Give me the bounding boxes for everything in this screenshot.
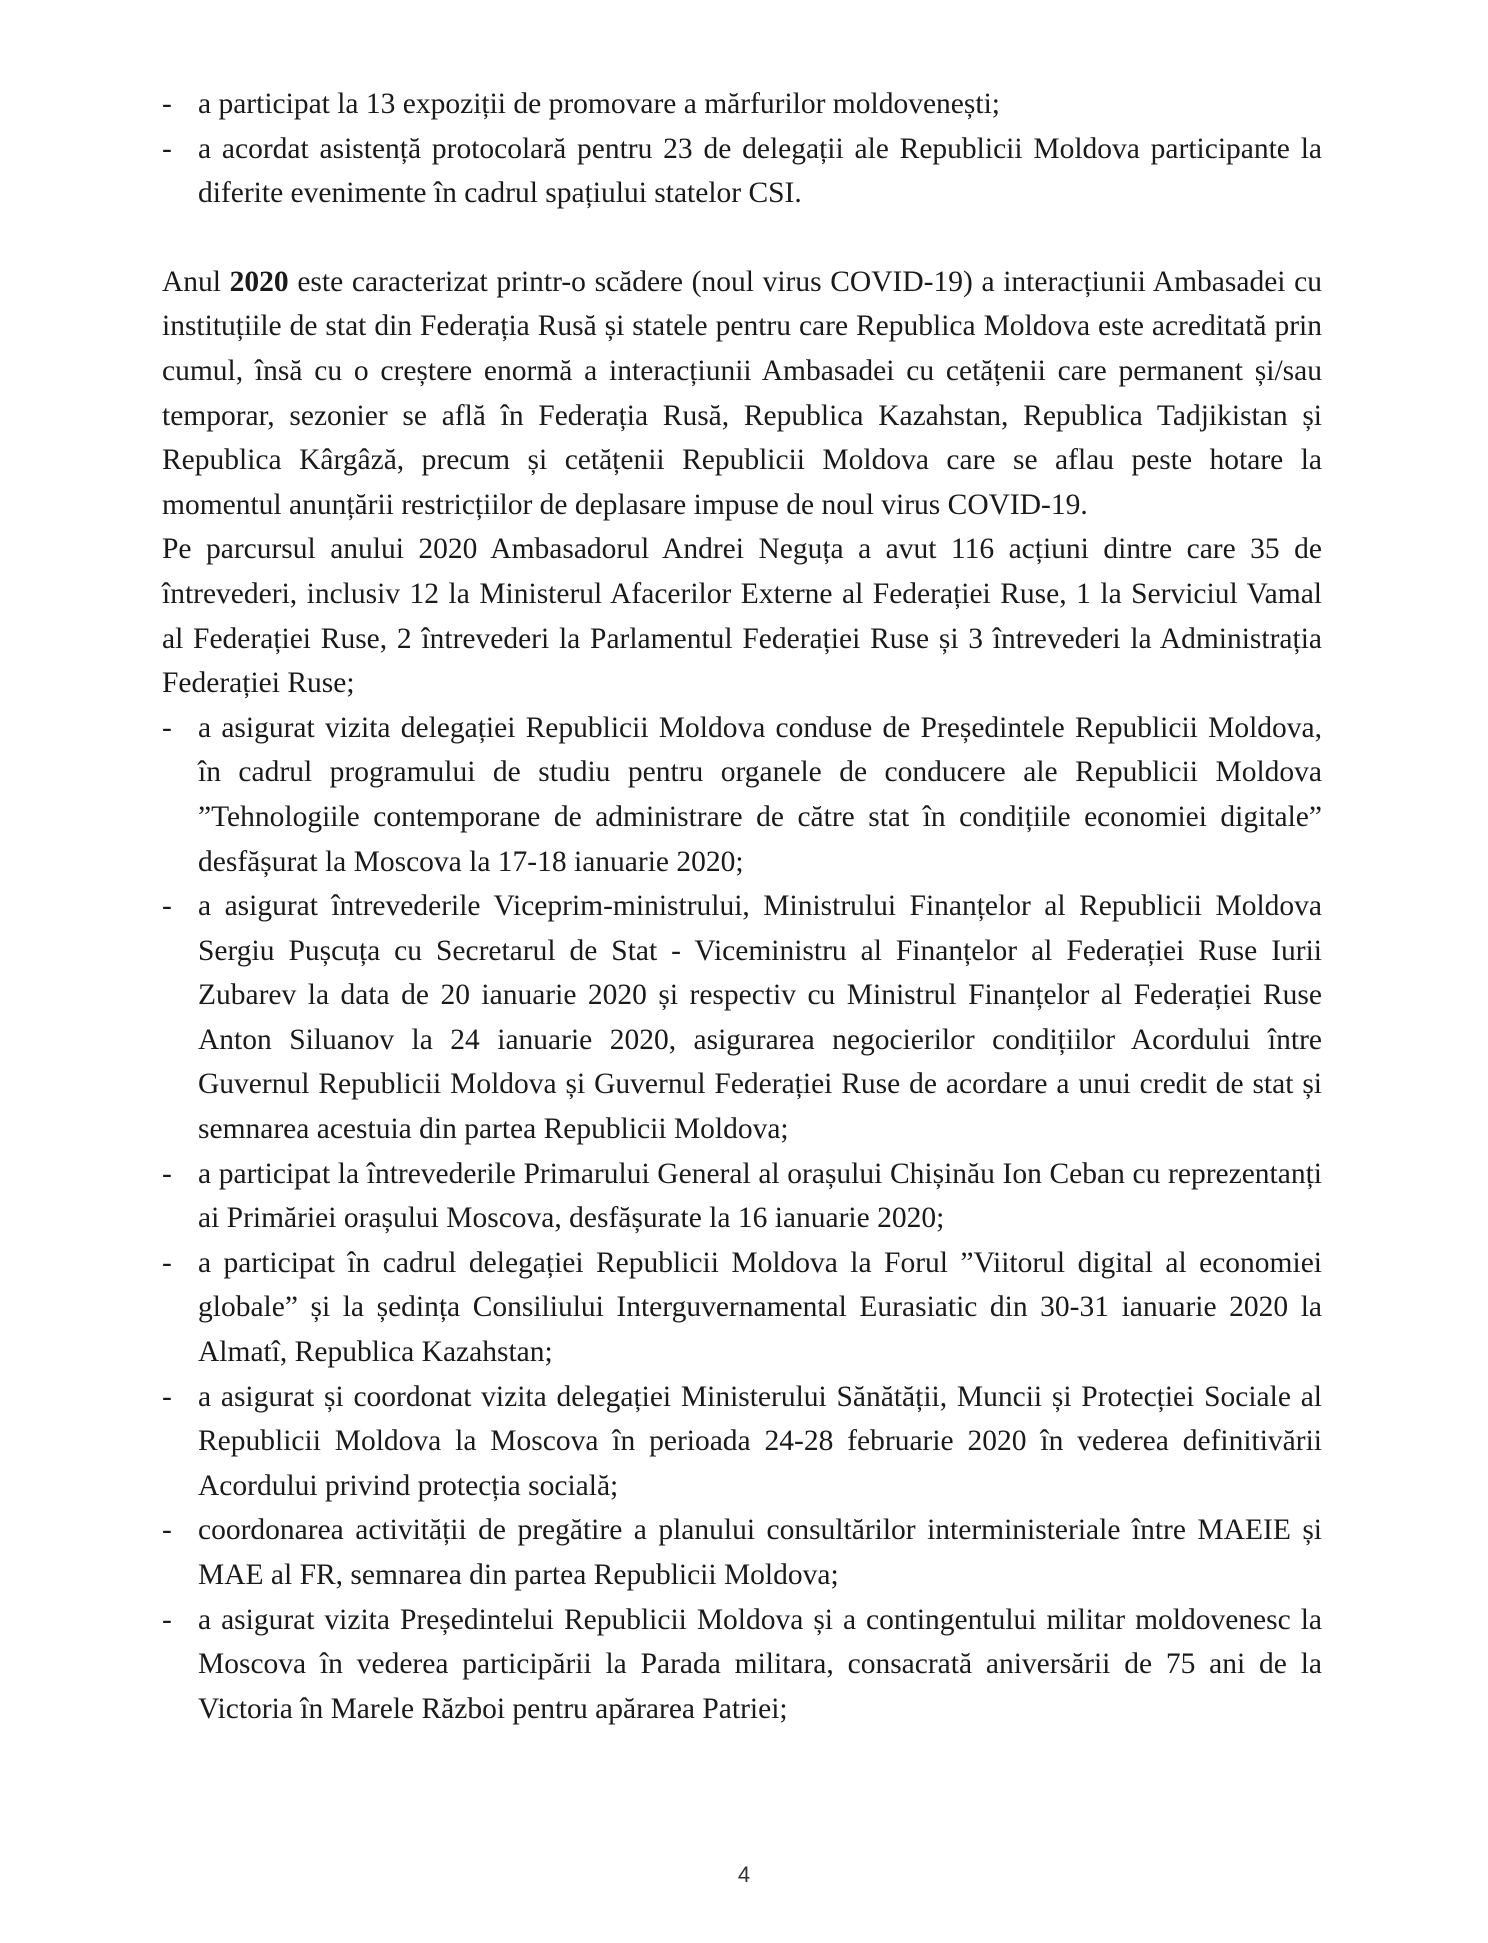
list-item xyxy=(162,884,1322,1152)
intro-year: 2020 xyxy=(229,265,289,298)
list-item-text: a asigurat vizita delegației Republicii Moldova conduse de Președintele Republicii Moldova, în cadrul programului de studiu pentru organele de conducere ale Republicii Moldova ”Tehnologiile contemporane de administrare de către stat în condițiile economiei digitale” desfășurat la Moscova la 17-18 ianuarie 2020; xyxy=(198,711,1322,878)
list-item-text: a asigurat întrevederile Viceprim-ministrului, Ministrului Finanțelor al Republicii Moldova Sergiu Pușcuța cu Secretarul de Stat - Viceministru al Finanțelor al Federației Ruse Iurii Zubarev la data de 20 ianuarie 2020 și respectiv cu Ministrul Finanțelor al Federației Ruse Anton Siluanov la 24 ianuarie 2020, asigurarea negocierilor condițiilor Acordului între Guvernul Republicii Moldova și Guvernul Federației Ruse de acordare a unui credit de stat și semnarea acestuia din partea Republicii Moldova; xyxy=(198,890,1322,1146)
intro-text: este caracterizat printr-o scădere (noul virus COVID-19) a interacțiunii Ambasadei cu instituțiile de stat din Federația Rusă și statele pentru care Republica Moldova este acreditată prin cumul, însă cu o creștere enormă a interacțiunii Ambasadei cu cetățenii care permanent și/sau temporar, sezonier se află în Federația Rusă, Republica Kazahstan, Republica Tadjikistan și Republica Kârgâză, precum și cetățenii Republicii Moldova care se aflau peste hotare la momentul anunțării restricțiilor de deplasare impuse de noul virus COVID-19. xyxy=(162,265,1322,521)
list-item-text: a asigurat și coordonat vizita delegației Ministerului Sănătății, Muncii și Protecției Sociale al Republicii Moldova la Moscova în perioada 24-28 februarie 2020 în vederea definitivării Acordului privind protecția socială; xyxy=(198,1380,1322,1502)
intro-prefix: Anul xyxy=(162,265,230,298)
list-item xyxy=(162,127,1322,216)
list-item xyxy=(162,82,1322,127)
bullet-dash: - xyxy=(162,711,172,744)
list-item xyxy=(162,1598,1322,1732)
list-item-text: a participat la întrevederile Primarului General al orașului Chișinău Ion Ceban cu reprezentanți ai Primăriei orașului Moscova, desfășurate la 16 ianuarie 2020; xyxy=(198,1157,1322,1235)
bullet-dash: - xyxy=(162,1246,172,1279)
bullet-dash: - xyxy=(162,1157,172,1190)
top-bullet-list xyxy=(162,82,1322,216)
bullet-dash: - xyxy=(162,88,172,120)
bullet-dash: - xyxy=(162,1514,172,1547)
list-item xyxy=(162,706,1322,884)
bullet-dash: - xyxy=(162,132,172,165)
document-page xyxy=(162,82,1322,1731)
bullet-dash: - xyxy=(162,1380,172,1413)
bullet-dash: - xyxy=(162,890,172,923)
summary-paragraph: Pe parcursul anului 2020 Ambasadorul Andrei Neguța a avut 116 acțiuni dintre care 35 de întrevederi, inclusiv 12 la Ministerul Afacerilor Externe al Federației Ruse, 1 la Serviciul Vamal al Federației Ruse, 2 întrevederi la Parlamentul Federației Ruse și 3 întrevederi la Administrația Federației Ruse; xyxy=(162,533,1322,700)
list-item xyxy=(162,1508,1322,1597)
page-number: 4 xyxy=(737,1862,751,1887)
actions-bullet-list xyxy=(162,706,1322,1732)
list-item-text: a asigurat vizita Președintelui Republicii Moldova și a contingentului militar moldovenesc la Moscova în vederea participării la Parada militara, consacrată aniversării de 75 ani de la Victoria în Marele Război pentru apărarea Patriei; xyxy=(198,1603,1322,1725)
bullet-dash: - xyxy=(162,1603,172,1636)
list-item xyxy=(162,1241,1322,1375)
list-item xyxy=(162,1152,1322,1241)
list-item-text: a acordat asistență protocolară pentru 23 de delegații ale Republicii Moldova participante la diferite evenimente în cadrul spațiului statelor CSI. xyxy=(198,132,1322,210)
intro-paragraph xyxy=(162,260,1322,528)
list-item-text: a participat la 13 expoziții de promovare a mărfurilor moldovenești; xyxy=(198,88,1000,120)
paragraph-spacer xyxy=(162,216,1322,260)
list-item xyxy=(162,1375,1322,1509)
list-item-text: coordonarea activității de pregătire a planului consultărilor interministeriale între MAEIE și MAE al FR, semnarea din partea Republicii Moldova; xyxy=(198,1514,1322,1591)
list-item-text: a participat în cadrul delegației Republicii Moldova la Forul ”Viitorul digital al economiei globale” și la ședința Consiliului Interguvernamental Eurasiatic din 30-31 ianuarie 2020 la Almatî, Republica Kazahstan; xyxy=(198,1246,1322,1369)
